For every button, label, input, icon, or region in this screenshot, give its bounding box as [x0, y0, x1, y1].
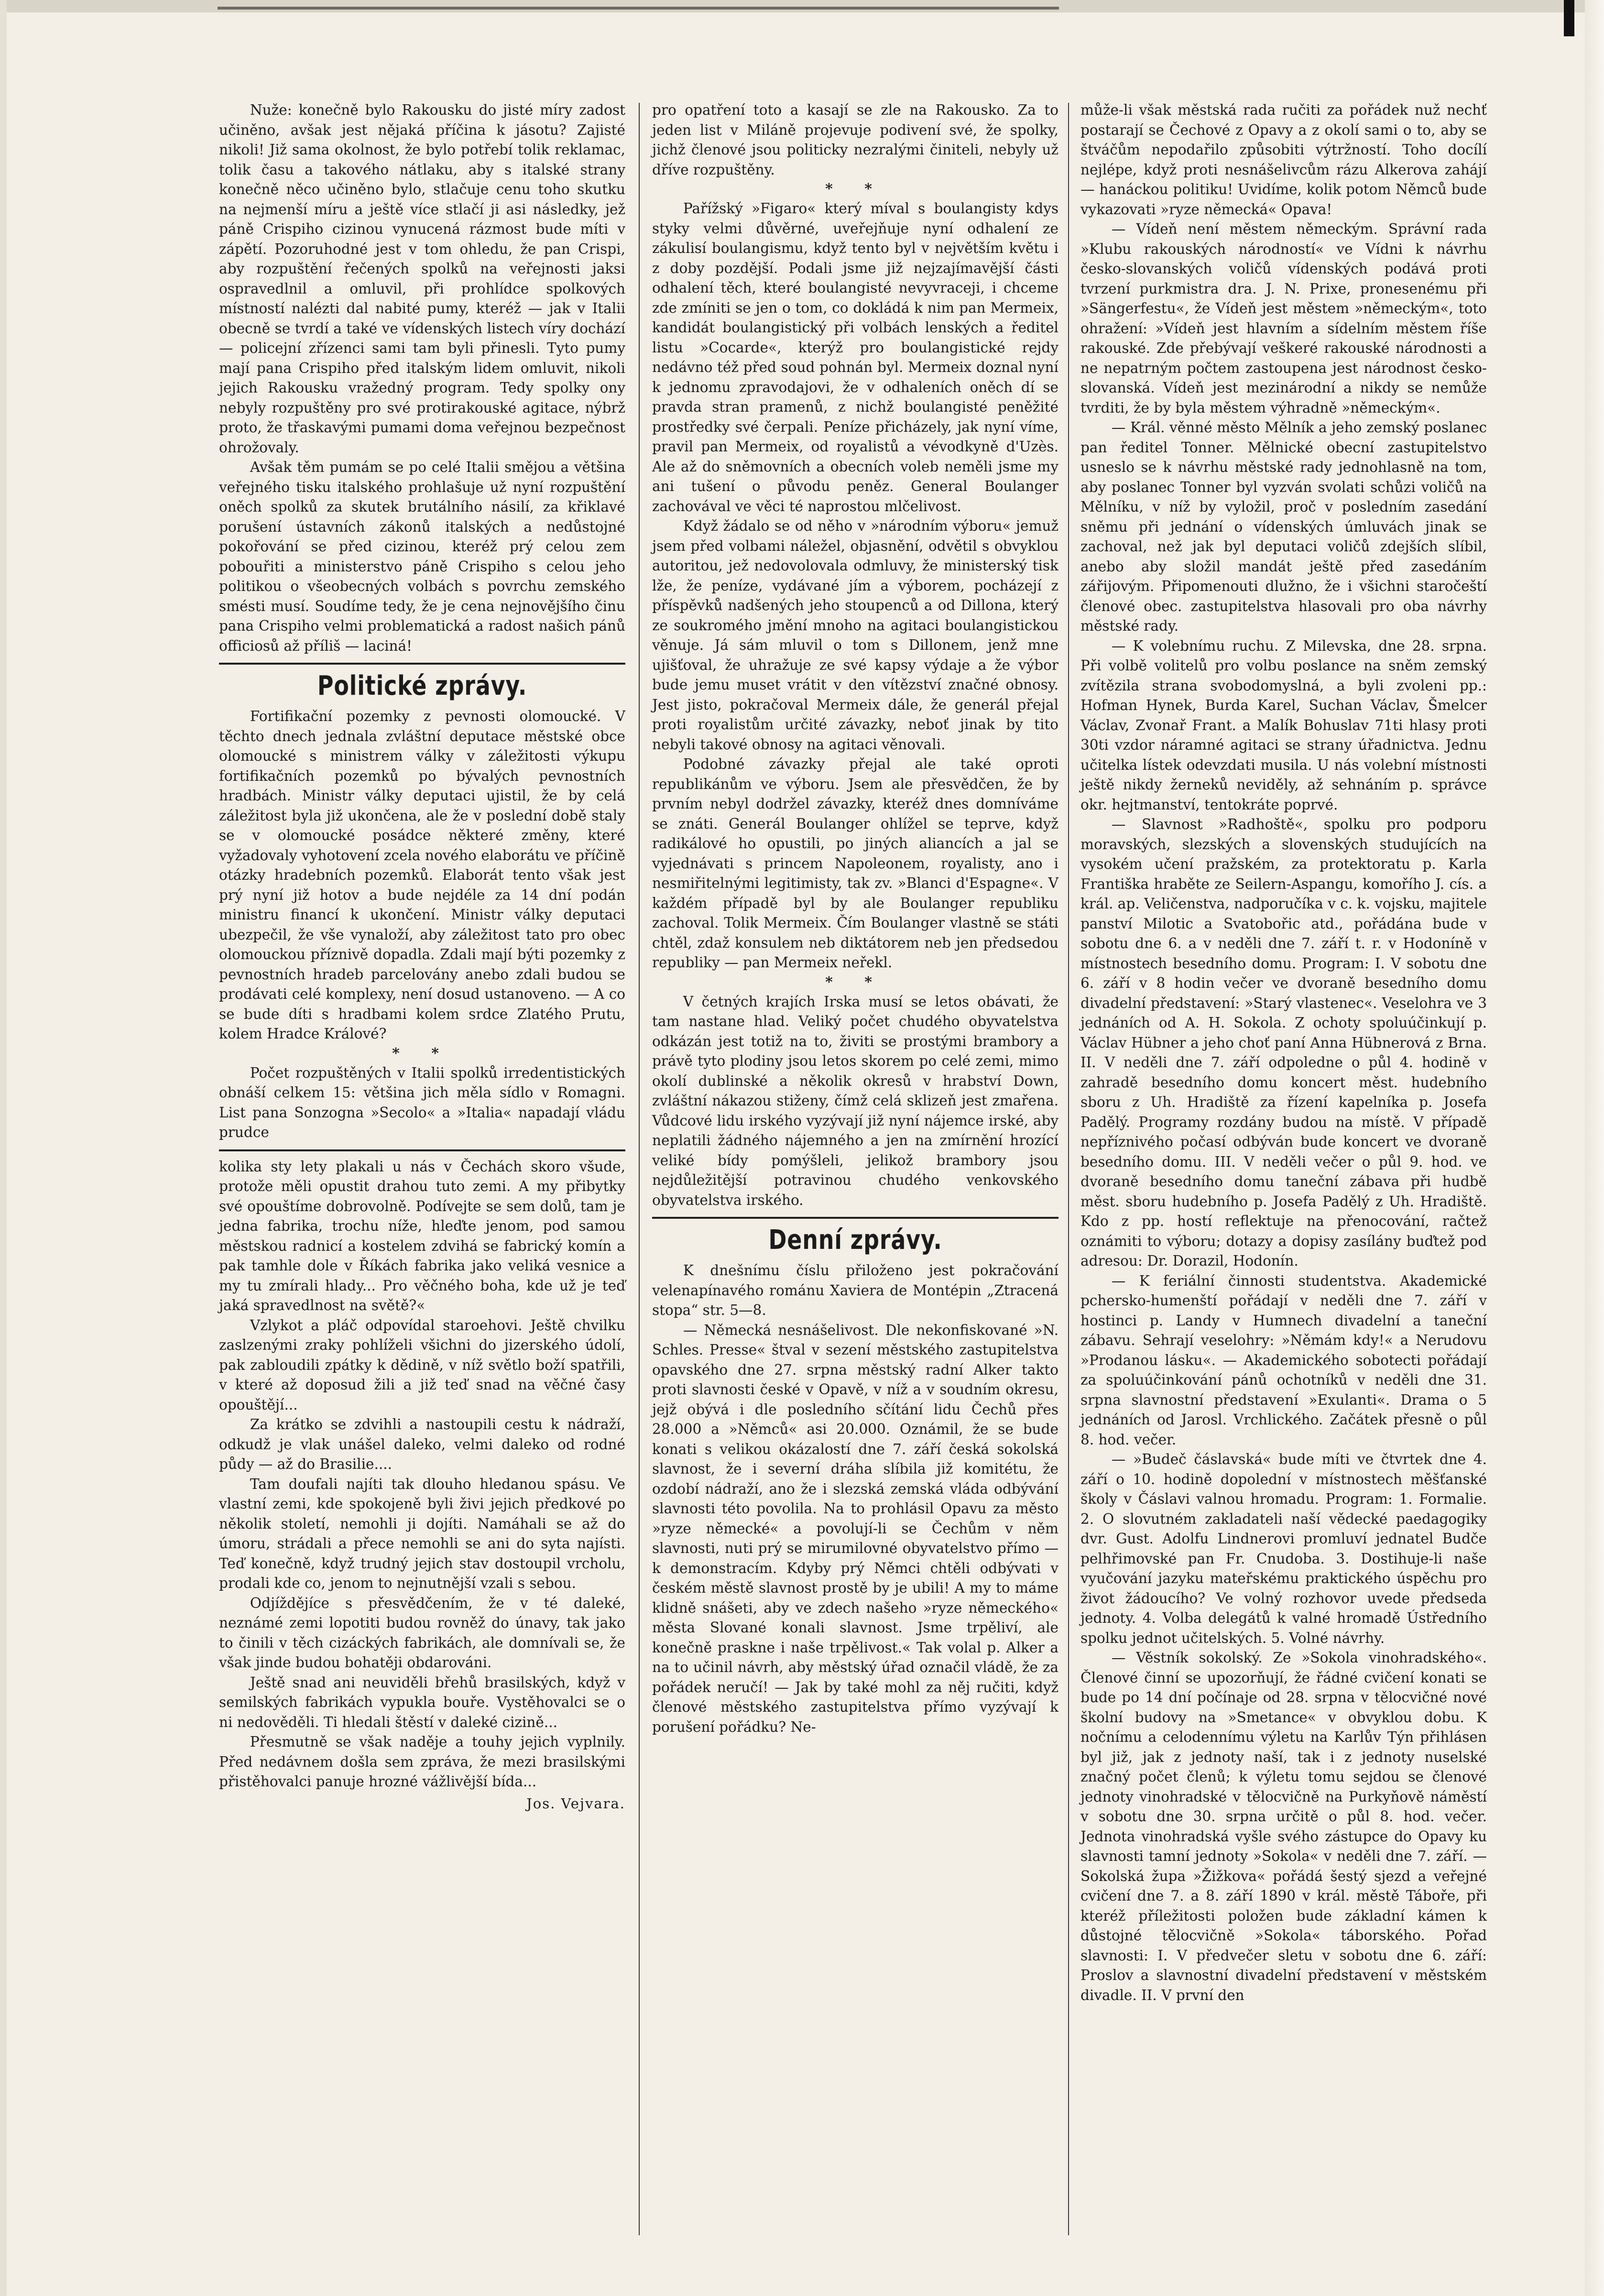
feuilleton-paragraph: Za krátko se zdvihli a nastoupili cestu k nádraží, odkudž je vlak unášel daleko, velmi daleko od rodné půdy — až do Brasilie.... — [219, 1416, 625, 1472]
feuilleton-rule — [219, 1149, 625, 1151]
article-paragraph: Pařížský »Figaro« který míval s boulangisty kdys styky velmi důvěrné, uveřejňuje nyní odhalení ze zákulisí boulangismu, když tento byl v největším květu i z doby pozdější. Podali jsme již nejzajímavější části odhalení těch, které boulangisté nevyvraceji, i chceme zde zmíniti se jen o tom, co dokládá k nim pan Mermeix, kandidát boulangistický při volbách lenských a ředitel listu »Cocarde«, kterýž pro boulangistické rejdy nedávno též před soud pohnán byl. Mermeix doznal nyní k jednomu zpravodajovi, že v odhaleních oněch dí se pravda stran pramenů, z nichž boulangisté peněžité prostředky své čerpali. Peníze přicházely, jak nyní víme, pravil pan Mermeix, od royalistů a vévodkyně d'Uzès. Ale až do sněmovních a obecních voleb neměli jsme my ani tušení o původu peněz. General Boulanger zachovával ve věci té naprostou mlčelivost. — [652, 200, 1058, 514]
author-signature: Jos. Vejvara. — [526, 1795, 625, 1812]
article-paragraph: V četných krajích Irska musí se letos obávati, že tam nastane hlad. Veliký počet chudého obyvatelstva odkázán jest totiž na to, živiti se prostými brambory a právě tyto plodiny jsou letos skorem po celé zemi, mimo okolí dublinské a několik okresů v hrabství Down, zvláštní nákazou stiženy, čímž celá sklizeň jest zmařena. Vůdcové lidu irského vyzývají již nyní nájemce irské, aby neplatili žádného nájemného a jen na zmírnění hrozící veliké bídy pomýšleli, jelikož brambory jsou nejdůležitější potravinou chudého venkovského obyvatelstva irského. — [652, 993, 1058, 1208]
article-paragraph: — »Budeč čáslavská« bude míti ve čtvrtek dne 4. září o 10. hodině dopolední v místnostech měšťanské školy v Čáslavi valnou hromadu. Program: 1. Formalie. 2. O slovutném zakladateli naší vědecké paedagogiky dvr. Gust. Adolfu Lindnerovi promluví jednatel Budče pelhřimovské pan Fr. Cnudoba. 3. Dostihuje-li naše vyučování jazyku mateřskému praktického úspěchu pro život žádoucího? Ve volný rozhovor uvede předseda jednoty. 4. Volba delegátů k valné hromadě Ústředního spolku jednot učitelských. 5. Volné návrhy. — [1080, 1451, 1487, 1646]
section-heading-denni-zpravy: Denní zprávy. — [768, 1225, 942, 1256]
column-3 — [1080, 100, 1487, 2005]
feuilleton-paragraph: Přesmutně se však naděje a touhy jejich vyplnily. Před nedávnem došla sem zpráva, že mezi brasilskými přistěhovalci panuje hrozné vážlivější bída... — [219, 1734, 625, 1790]
separator-stars: * * — [825, 181, 885, 197]
article-paragraph: Nuže: konečně bylo Rakousku do jisté míry zadost učiněno, avšak jest nějaká příčina k jásotu? Zajisté nikoli! Již sama okolnost, že bylo potřebí tolik reklamac, tolik času a takového nátlaku, aby s italské strany konečně něco učiněno bylo, stlačuje cenu toho skutku na nejmenší míru a ještě více stlačí ji asi následky, jež páně Crispiho cizinou vynucená rázmost bude míti v zápětí. Pozoruhodné jest v tom ohledu, že pan Crispi, aby rozpuštění řečených spolků na veřejnosti jaksi ospravedlnil a omluvil, při prohlídce spolkových místností nalézti dal nabité pumy, kteréž — jak v Italii obecně se tvrdí a také ve vídenských listech víry dochází — policejní zřízenci sami tam byli přinesli. Tyto pumy mají pana Crispiho před italským lidem omluvit, nikoli jejich Rakousku vražedný program. Tedy spolky ony nebyly rozpuštěny pro své protirakouské agitace, nýbrž proto, že třaskavými pumami doma veřejnou bezpečnost ohrožovaly. — [219, 102, 625, 456]
article-paragraph: K dnešnímu číslu přiloženo jest pokračování velenapínavého románu Xaviera de Montépin „Ztracená stopa“ str. 5—8. — [652, 1262, 1058, 1318]
corner-registration-mark — [1564, 0, 1574, 36]
separator-stars: * * — [825, 973, 885, 991]
feuilleton-paragraph: Odjíždějíce s přesvědčením, že v té daleké, neznámé zemi lopotiti budou rovněž do únavy, tak jako to činili v těch cizáckých fabrikách, ale domnívali se, že však jinde budou bohatěji obdarováni. — [219, 1595, 625, 1671]
article-paragraph: — K feriální činnosti studentstva. Akademické pchersko-humenští pořádají v neděli dne 7. září v hostinci p. Landy v Humnech divadelní a taneční zábavu. Sehrají veselohry: »Němám kdy!« a Nerudovu »Prodanou lásku«. — Akademického sobotecti pořádají za spoluúčinkování pánů ochotníků v neděli dne 31. srpna slavnostní představení »Exulanti«. Drama o 5 jednáních od Jarosl. Vrchlického. Začátek přesně o půl 8. hod. večer. — [1080, 1272, 1487, 1448]
column-1 — [219, 100, 625, 1827]
article-paragraph: může-li však městská rada ručiti za pořádek nuž nechť postarají se Čechové z Opavy a z okolí sami o to, aby se štváčům nepodařilo způsobiti výtržností. Toho docílí nejlépe, když proti nesnášelivcům rázu Alkerova zahájí — hanáckou politiku! Uvidíme, kolik potom Němců bude vykazovati »ryze německá« Opava! — [1080, 102, 1487, 218]
article-paragraph: — Věstník sokolský. Ze »Sokola vinohradského«. Členové činní se upozorňují, že řádné cvičení konati se bude po 14 dní počínaje od 28. srpna v tělocvičné nové školní budovy na »Smetance« v obvyklou dobu. K nočnímu a celodennímu výletu na Karlův Týn přihlásen byl již, jak z jednoty naší, tak i z jednoty nuselské značný počet členů; k výletu tomu sejdou se členové jednoty vinohradské v tělocvičně na Purkyňově náměstí v sobotu dne 30. srpna určitě o půl 8. hod. večer. Jednota vinohradská vyšle svého zástupce do Opavy ku slavnosti tamní jednoty »Sokola« v neděli dne 7. září. — Sokolská župa »Žižkova« pořádá šestý sjezd a veřejné cvičení dne 7. a 8. září 1890 v král. městě Táboře, při kteréž příležitosti položen bude základní kámen k důstojné tělocvičně »Sokola« táborského. Pořad slavnosti: I. V předvečer sletu v sobotu dne 6. září: Proslov a slavnostní divadelní představení v městském divadle. II. V první den — [1080, 1650, 1487, 2003]
feuilleton-paragraph: Vzlykot a pláč odpovídal staroehovi. Ještě chvilku zaslzenými zraky pohlíželi všichni do jizerského údolí, pak zabloudili zpátky k dědině, v níž světlo boží spatřili, v které až doposud žili a již teď snad na věčné časy opouštějí... — [219, 1317, 625, 1413]
article-paragraph: Podobné závazky přejal ale také oproti republikánům ve výboru. Jsem ale přesvědčen, že by prvním nebyl dodržel závazky, kteréž dnes domníváme se znáti. Generál Boulanger ohlížel se teprve, když radikálové ho opustili, po jiných aliancích a jal se vyjednávati s princem Napoleonem, royalisty, ano i nesmiřitelnými legitimisty, tak zv. »Blanci d'Espagne«. V každém případě byl by ale Boulanger republiku zachoval. Tolik Mermeix. Čím Boulanger vlastně se státi chtěl, zdaž konsulem neb diktátorem neb jen předsedou republiky — pan Mermeix neřekl. — [652, 756, 1058, 971]
article-paragraph: — Německá nesnášelivost. Dle nekonfiskované »N. Schles. Presse« štval v sezení městského zastupitelstva opavského dne 27. srpna městský radní Alker takto proti slavnosti české v Opavě, v níž a v soudním okresu, jejž obývá i dle posledního sčítání lidu Čechů přes 28.000 a »Němců« asi 20.000. Oznámil, že se bude konati s velikou okázalostí dne 7. září česká sokolská slavnost, že i severní dráha slíbila již komitétu, že ozdobí nádraží, ano že i slezská zemská vláda odbývání slavnosti této povolila. Na to prohlásil Opavu za město »ryze německé« a povolují-li se Čechům v něm slavnosti, nuti prý se mirumilovné obyvatelstvo přímo — k demonstracím. Kdyby prý Němci chtěli odbývati v českém městě slavnost prostě by je ubili! A my to máme klidně snášeti, aby ve zdech našeho »ryze německého« města Slované konali slavnost. Jsme trpěliví, ale konečně praskne i naše trpělivost.« Tak volal p. Alker a na to učinil návrh, aby městský úřad označil vládě, že za pořádek neručí! — Jak by také mohl za něj ručiti, když členové městského zastupitelstva přímo vyzývají k porušení pořádku? Ne- — [652, 1322, 1058, 1735]
separator-stars: * * — [392, 1045, 452, 1062]
feuilleton-paragraph: Ještě snad ani neuviděli břehů brasilských, když v semilských fabrikách vypukla bouře. Vystěhovalci se o ni nedověděli. Ti hledali štěstí v daleké cizině... — [219, 1674, 625, 1730]
article-paragraph: — Slavnost »Radhoště«, spolku pro podporu moravských, slezských a slovenských studujících na vysokém učení pražském, za protektoratu p. Karla Františka hraběte ze Seilern-Aspangu, komořího J. cís. a král. ap. Veličenstva, nadporučíka v c. k. vojsku, majitele panství Milotic a Svatobořic atd., pořádána bude v sobotu dne 6. a v neděli dne 7. září t. r. v Hodoníně v místnostech besedního domu. Program: I. V sobotu dne 6. září v 8 hodin večer ve dvoraně besedního domu divadelní představení: »Starý vlastenec«. Veselohra ve 3 jednáních od A. H. Sokola. Z ochoty spoluúčinkují p. Václav Hübner a jeho choť paní Anna Hübnerová z Brna. II. V neděli dne 7. září odpoledne o půl 4. hodině v zahradě besedního domu koncert měst. hudebního sboru z Uh. Hradiště za řízení kapelníka p. Josefa Padělý. Programy rozdány budou na místě. V případě nepříznivého počasí odbýván bude koncert ve dvoraně besedního domu. III. V neděli večer o půl 9. hod. ve dvoraně besedního domu taneční zábava při hudbě měst. sboru hudebního p. Josefa Padělý z Uh. Hradiště. Kdo z pp. hostí reflektuje na přenocování, račtež oznámiti to výboru; dotazy a dopisy zasílány buďtež pod adresou: Dr. Dorazil, Hodonín. — [1080, 816, 1487, 1269]
column-2 — [652, 100, 1058, 1737]
article-paragraph: Fortifikační pozemky z pevnosti olomoucké. V těchto dnech jednala zvláštní deputace městské obce olomoucké s ministrem války v záležitosti výkupu fortifikačních pozemků po bývalých pevnostních hradbách. Ministr války deputaci ujistil, že by celá záležitost byla již ukončena, ale že v poslední době staly se v olomoucké posádce některé změny, které vyžadovaly vyhotovení zcela nového elaborátu ve příčině otázky hradebních pozemků. Elaborát tento však jest prý nyní již hotov a bude nejdéle za 14 dní podán ministru financí k ukončení. Ministr války deputaci ubezpečil, že vše vynaloží, aby záležitost tato pro obec olomouckou příznivě dopadla. Zdali mají býti pozemky z pevnostních hradeb parcelovány anebo zdali budou se prodávati celé komplexy, není dosud ustanoveno. — A co se bude díti s hradbami kolem srdce Zlatého Prutu, kolem Hradce Králové? — [219, 708, 625, 1042]
column-rule-2 — [1068, 103, 1069, 2235]
article-paragraph: Počet rozpuštěných v Italii spolků irredentistických obnáší celkem 15: většina jich měla sídlo v Romagni. List pana Sonzogna »Secolo« a »Italia« napadají vládu prudce — [219, 1064, 625, 1140]
section-rule — [652, 1217, 1058, 1219]
scan-left-edge — [0, 0, 7, 2296]
article-paragraph: Avšak těm pumám se po celé Italii smějou a většina veřejného tisku italského prohlašuje už nyní rozpuštění oněch spolků za skutek brutálního násilí, za křiklavé porušení ústavních zákonů italských a nedůstojné pokořování se před cizinou, kteréž prý celou zem pobouřiti a ministerstvo páně Crispiho s celou jeho politikou o všeobecných volbách s povrchu zemského smésti musí. Soudíme tedy, že je cena nejnovějšího činu pana Crispiho velmi problematická a radost našich pánů officiosů až příliš — laciná! — [219, 459, 625, 654]
feuilleton-paragraph: kolika sty lety plakali u nás v Čechách skoro všude, protože měli opustit drahou tuto zemi. A my přibytky své opouštíme dobrovolně. Podívejte se sem dolů, tam je jedna fabrika, trochu níže, hleďte jenom, pod samou městskou radnicí a kostelem zdvihá se fabrický komín a pak tamhle dole v Říkách fabrika jako veliká vesnice a my tu zmírali hlady... Pro věčného boha, kde už je teď jaká spravedlnost na světě?« — [219, 1158, 625, 1313]
scan-top-edge — [0, 0, 1604, 12]
article-paragraph: Když žádalo se od něho v »národním výboru« jemuž jsem před volbami náležel, objasnění, odvětil s obvyklou autoritou, jež nedovolovala odmluvy, že ministerský tisk lže, že peníze, vydávané jím a výborem, pocházejí z příspěvků nadšených jeho stoupenců a od Dillona, který ze soukromého jmění mnoho na agitaci boulangistickou věnuje. Já sám mluvil o tom s Dillonem, jenž mne ujišťoval, že uhražuje ze své kapsy výdaje a že výbor bude jemu muset vrátit v den vítězství značné obnosy. Jest jisto, pokračoval Mermeix dále, že generál přejal proti royalistům určité závazky, neboť jinak by tito nebyli takové obnosy na agitaci věnovali. — [652, 518, 1058, 753]
article-paragraph: — K volebnímu ruchu. Z Milevska, dne 28. srpna. Při volbě volitelů pro volbu poslance na sněm zemský zvítězila strana svobodomyslná, a byli zvoleni pp.: Hofman Hynek, Burda Karel, Suchan Václav, Šmelcer Václav, Zvonař Frant. a Malík Bohuslav 71ti hlasy proti 30ti vzdor náramné agitaci se strany úřadnictva. Jednu učitelka lístek odevzdati musila. U nás volební místnosti ještě nikdy žerneků neviděly, až sehnáním p. správce okr. hejtmanství, tentokráte poprvé. — [1080, 637, 1487, 813]
column-rule-1 — [639, 103, 640, 2235]
feuilleton-paragraph: Tam doufali najíti tak dlouho hledanou spásu. Ve vlastní zemi, kde spokojeně byli živi jejich předkové po několik století, nemohli ji dojíti. Namáhali se až do úmoru, strádali a přece nemohli se ani do syta najísti. Teď konečně, když trudný jejich stav dostoupil vrcholu, prodali kde co, jenom to nejnutnější vzali s sebou. — [219, 1476, 625, 1591]
top-border-line — [218, 7, 1059, 10]
article-paragraph: pro opatření toto a kasají se zle na Rakousko. Za to jeden list v Miláně projevuje podivení své, že spolky, jichž členové jsou politicky nezralými činiteli, nebyly už dříve rozpuštěny. — [652, 102, 1058, 178]
section-rule — [219, 663, 625, 665]
article-paragraph: — Král. věnné město Mělník a jeho zemský poslanec pan ředitel Tonner. Mělnické obecní zastupitelstvo usneslo se k návrhu městské rady jednohlasně na tom, aby poslanec Tonner byl vyzván svolati schůzi voličů na Mělníku, v níž by vyložil, proč v posledním zasedání sněmu při jednání o vídenských úmluvách jinak se zachoval, než jak byl deputaci voličů zdejších slíbil, anebo aby složil mandát ještě před zasedáním zářijovým. Připomenouti dlužno, že i všichni staročeští členové obec. zastupitelstva hlasovali pro oba návrhy městské rady. — [1080, 419, 1487, 634]
article-paragraph: — Vídeň není městem německým. Správní rada »Klubu rakouských národností« ve Vídni k návrhu česko-slovanských voličů vídenských podává proti tvrzení purkmistra dra. J. N. Prixe, pronesenému při »Sängerfestu«, že Vídeň jest městem »německým«, toto ohražení: »Vídeň jest hlavním a sídelním městem říše rakouské. Zde přebývají veškeré rakouské národnosti a ne nepatrným počtem zastoupena jest národnost česko-slovanská. Vídeň jest mezinárodní a nikdy se nemůže tvrditi, že by byla městem výhradně »německým«. — [1080, 221, 1487, 416]
scan-right-edge — [1585, 0, 1604, 2296]
section-heading-politicke-zpravy: Politické zprávy. — [317, 670, 527, 701]
